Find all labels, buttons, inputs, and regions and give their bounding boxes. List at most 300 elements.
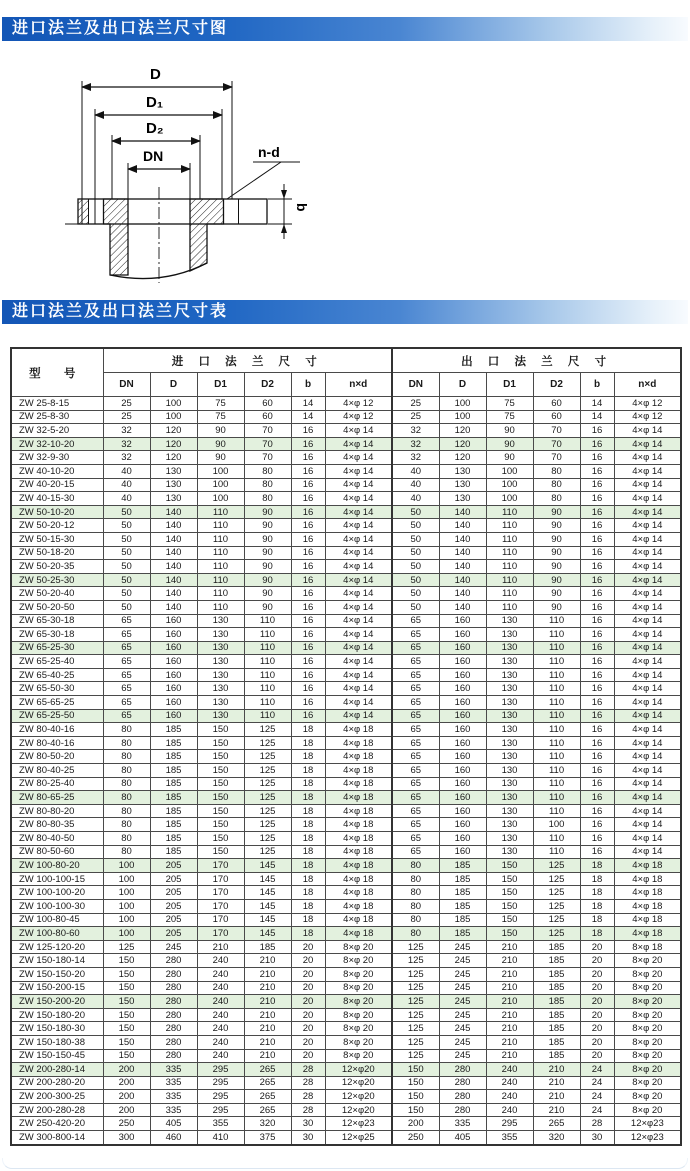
value-cell: 150	[197, 736, 244, 750]
value-cell: 125	[533, 859, 580, 873]
value-cell: 16	[580, 736, 614, 750]
model-cell: ZW 100-80-45	[11, 913, 103, 927]
value-cell: 200	[392, 1117, 439, 1131]
value-cell: 265	[244, 1103, 291, 1117]
value-cell: 90	[533, 560, 580, 574]
value-cell: 4×φ 14	[614, 804, 681, 818]
value-cell: 90	[533, 573, 580, 587]
value-cell: 245	[439, 954, 486, 968]
table-row	[11, 804, 681, 818]
table-row	[11, 1022, 681, 1036]
table-row	[11, 410, 681, 424]
value-cell: 125	[244, 764, 291, 778]
value-cell: 18	[291, 804, 325, 818]
value-cell: 125	[392, 981, 439, 995]
column-header-inlet-D: D	[150, 373, 197, 397]
value-cell: 40	[103, 478, 150, 492]
value-cell: 160	[150, 628, 197, 642]
value-cell: 150	[392, 1076, 439, 1090]
value-cell: 8×φ 20	[325, 981, 392, 995]
value-cell: 140	[439, 532, 486, 546]
value-cell: 8×φ 20	[614, 981, 681, 995]
model-cell: ZW 250-420-20	[11, 1117, 103, 1131]
value-cell: 12×φ20	[325, 1103, 392, 1117]
value-cell: 130	[486, 668, 533, 682]
value-cell: 20	[580, 940, 614, 954]
value-cell: 100	[197, 478, 244, 492]
value-cell: 110	[533, 723, 580, 737]
value-cell: 4×φ 14	[325, 492, 392, 506]
table-row	[11, 954, 681, 968]
value-cell: 8×φ 20	[325, 1008, 392, 1022]
value-cell: 4×φ 18	[325, 872, 392, 886]
value-cell: 90	[244, 600, 291, 614]
value-cell: 185	[439, 913, 486, 927]
value-cell: 150	[392, 1103, 439, 1117]
value-cell: 100	[103, 899, 150, 913]
model-cell: ZW 32-9-30	[11, 451, 103, 465]
value-cell: 28	[291, 1090, 325, 1104]
value-cell: 4×φ 14	[325, 709, 392, 723]
value-cell: 4×φ 18	[614, 872, 681, 886]
value-cell: 100	[103, 927, 150, 941]
value-cell: 90	[244, 560, 291, 574]
value-cell: 145	[244, 927, 291, 941]
table-row	[11, 1103, 681, 1117]
value-cell: 50	[103, 560, 150, 574]
value-cell: 4×φ 14	[614, 832, 681, 846]
value-cell: 12×φ20	[325, 1063, 392, 1077]
value-cell: 140	[150, 560, 197, 574]
value-cell: 12×φ23	[614, 1131, 681, 1145]
value-cell: 150	[197, 764, 244, 778]
table-section-title: 进口法兰及出口法兰尺寸表	[2, 300, 688, 324]
value-cell: 14	[580, 397, 614, 411]
value-cell: 240	[486, 1076, 533, 1090]
value-cell: 4×φ 12	[614, 410, 681, 424]
value-cell: 110	[533, 777, 580, 791]
value-cell: 140	[150, 600, 197, 614]
value-cell: 335	[150, 1076, 197, 1090]
value-cell: 4×φ 14	[325, 682, 392, 696]
value-cell: 280	[150, 995, 197, 1009]
value-cell: 110	[197, 505, 244, 519]
value-cell: 130	[197, 709, 244, 723]
value-cell: 16	[291, 532, 325, 546]
value-cell: 4×φ 18	[325, 750, 392, 764]
value-cell: 280	[439, 1076, 486, 1090]
value-cell: 335	[150, 1090, 197, 1104]
value-cell: 4×φ 14	[325, 519, 392, 533]
table-row	[11, 519, 681, 533]
value-cell: 18	[580, 927, 614, 941]
value-cell: 125	[533, 872, 580, 886]
model-cell: ZW 50-10-20	[11, 505, 103, 519]
dim-label-D1: D₁	[146, 94, 164, 111]
value-cell: 210	[486, 954, 533, 968]
dim-label-DN: DN	[143, 148, 164, 164]
value-cell: 16	[291, 614, 325, 628]
value-cell: 375	[244, 1131, 291, 1145]
value-cell: 30	[291, 1117, 325, 1131]
table-row	[11, 505, 681, 519]
value-cell: 130	[486, 791, 533, 805]
value-cell: 205	[150, 859, 197, 873]
table-row	[11, 1090, 681, 1104]
value-cell: 80	[392, 872, 439, 886]
value-cell: 295	[197, 1076, 244, 1090]
value-cell: 160	[150, 668, 197, 682]
value-cell: 16	[291, 560, 325, 574]
value-cell: 110	[197, 532, 244, 546]
value-cell: 150	[486, 899, 533, 913]
value-cell: 280	[150, 967, 197, 981]
value-cell: 16	[580, 709, 614, 723]
value-cell: 4×φ 14	[614, 505, 681, 519]
value-cell: 40	[392, 464, 439, 478]
value-cell: 16	[291, 641, 325, 655]
value-cell: 210	[486, 1049, 533, 1063]
value-cell: 280	[150, 954, 197, 968]
value-cell: 125	[533, 886, 580, 900]
value-cell: 100	[150, 410, 197, 424]
model-cell: ZW 80-50-20	[11, 750, 103, 764]
value-cell: 110	[533, 709, 580, 723]
value-cell: 60	[244, 397, 291, 411]
value-cell: 70	[244, 451, 291, 465]
value-cell: 130	[486, 682, 533, 696]
value-cell: 210	[486, 1022, 533, 1036]
model-cell: ZW 40-10-20	[11, 464, 103, 478]
model-cell: ZW 50-15-30	[11, 532, 103, 546]
value-cell: 65	[392, 723, 439, 737]
value-cell: 8×φ 20	[325, 954, 392, 968]
value-cell: 8×φ 20	[325, 967, 392, 981]
value-cell: 240	[197, 954, 244, 968]
column-header-outlet-b: b	[580, 373, 614, 397]
value-cell: 4×φ 18	[325, 818, 392, 832]
value-cell: 50	[392, 560, 439, 574]
value-cell: 4×φ 14	[325, 655, 392, 669]
value-cell: 140	[439, 519, 486, 533]
value-cell: 50	[103, 532, 150, 546]
value-cell: 18	[291, 859, 325, 873]
value-cell: 14	[291, 410, 325, 424]
model-cell: ZW 50-20-40	[11, 587, 103, 601]
value-cell: 245	[439, 1049, 486, 1063]
value-cell: 4×φ 18	[325, 832, 392, 846]
value-cell: 65	[392, 682, 439, 696]
value-cell: 4×φ 14	[614, 655, 681, 669]
value-cell: 100	[486, 478, 533, 492]
value-cell: 4×φ 14	[614, 682, 681, 696]
table-row	[11, 967, 681, 981]
model-cell: ZW 125-120-20	[11, 940, 103, 954]
value-cell: 20	[291, 940, 325, 954]
value-cell: 4×φ 14	[325, 600, 392, 614]
value-cell: 50	[392, 505, 439, 519]
value-cell: 90	[244, 573, 291, 587]
value-cell: 4×φ 14	[614, 818, 681, 832]
value-cell: 16	[291, 478, 325, 492]
value-cell: 18	[580, 913, 614, 927]
value-cell: 185	[439, 886, 486, 900]
value-cell: 160	[439, 668, 486, 682]
value-cell: 160	[439, 832, 486, 846]
value-cell: 185	[150, 791, 197, 805]
value-cell: 4×φ 14	[614, 736, 681, 750]
table-row	[11, 1131, 681, 1145]
value-cell: 70	[533, 424, 580, 438]
value-cell: 16	[580, 437, 614, 451]
table-row	[11, 777, 681, 791]
value-cell: 90	[244, 546, 291, 560]
model-cell: ZW 100-100-30	[11, 899, 103, 913]
value-cell: 210	[244, 954, 291, 968]
dim-label-b: b	[294, 203, 310, 212]
value-cell: 205	[150, 886, 197, 900]
model-cell: ZW 80-40-50	[11, 832, 103, 846]
value-cell: 110	[486, 600, 533, 614]
value-cell: 65	[103, 682, 150, 696]
value-cell: 160	[439, 614, 486, 628]
value-cell: 185	[533, 1008, 580, 1022]
value-cell: 100	[439, 410, 486, 424]
value-cell: 40	[392, 492, 439, 506]
value-cell: 170	[197, 927, 244, 941]
value-cell: 150	[103, 981, 150, 995]
value-cell: 130	[197, 682, 244, 696]
value-cell: 460	[150, 1131, 197, 1145]
value-cell: 4×φ 18	[325, 927, 392, 941]
value-cell: 210	[244, 981, 291, 995]
value-cell: 160	[439, 736, 486, 750]
value-cell: 25	[392, 397, 439, 411]
value-cell: 150	[392, 1090, 439, 1104]
value-cell: 4×φ 14	[325, 641, 392, 655]
value-cell: 185	[244, 940, 291, 954]
value-cell: 4×φ 18	[325, 845, 392, 859]
table-row	[11, 546, 681, 560]
value-cell: 160	[150, 682, 197, 696]
value-cell: 80	[103, 723, 150, 737]
value-cell: 65	[392, 655, 439, 669]
value-cell: 25	[392, 410, 439, 424]
value-cell: 4×φ 18	[325, 723, 392, 737]
outlet-group-header: 出 口 法 兰 尺 寸	[392, 348, 681, 373]
value-cell: 80	[103, 791, 150, 805]
value-cell: 16	[580, 818, 614, 832]
value-cell: 210	[486, 981, 533, 995]
value-cell: 16	[291, 492, 325, 506]
value-cell: 120	[150, 424, 197, 438]
value-cell: 16	[580, 682, 614, 696]
value-cell: 110	[197, 573, 244, 587]
value-cell: 145	[244, 886, 291, 900]
value-cell: 16	[580, 451, 614, 465]
value-cell: 150	[197, 750, 244, 764]
value-cell: 16	[580, 845, 614, 859]
column-header-outlet-DN: DN	[392, 373, 439, 397]
value-cell: 335	[439, 1117, 486, 1131]
value-cell: 265	[244, 1063, 291, 1077]
value-cell: 130	[150, 478, 197, 492]
value-cell: 210	[244, 967, 291, 981]
value-cell: 16	[580, 546, 614, 560]
value-cell: 240	[486, 1090, 533, 1104]
value-cell: 130	[439, 478, 486, 492]
value-cell: 130	[486, 696, 533, 710]
value-cell: 120	[439, 451, 486, 465]
value-cell: 110	[533, 804, 580, 818]
value-cell: 160	[439, 723, 486, 737]
value-cell: 65	[103, 641, 150, 655]
value-cell: 18	[291, 777, 325, 791]
value-cell: 4×φ 14	[325, 451, 392, 465]
value-cell: 16	[580, 532, 614, 546]
model-cell: ZW 50-20-50	[11, 600, 103, 614]
value-cell: 90	[244, 587, 291, 601]
value-cell: 280	[439, 1090, 486, 1104]
column-header-inlet-D2: D2	[244, 373, 291, 397]
value-cell: 280	[439, 1063, 486, 1077]
value-cell: 355	[486, 1131, 533, 1145]
value-cell: 210	[486, 967, 533, 981]
value-cell: 65	[392, 791, 439, 805]
value-cell: 160	[439, 791, 486, 805]
table-row	[11, 668, 681, 682]
value-cell: 20	[291, 1035, 325, 1049]
value-cell: 150	[197, 777, 244, 791]
value-cell: 185	[533, 967, 580, 981]
value-cell: 80	[244, 492, 291, 506]
value-cell: 185	[150, 736, 197, 750]
table-subheader-row	[11, 373, 681, 397]
value-cell: 20	[580, 1008, 614, 1022]
value-cell: 8×φ 20	[614, 1090, 681, 1104]
value-cell: 110	[533, 628, 580, 642]
table-row	[11, 886, 681, 900]
value-cell: 90	[533, 532, 580, 546]
value-cell: 120	[150, 451, 197, 465]
value-cell: 65	[392, 777, 439, 791]
value-cell: 125	[244, 736, 291, 750]
value-cell: 4×φ 14	[614, 573, 681, 587]
value-cell: 295	[486, 1117, 533, 1131]
value-cell: 130	[486, 709, 533, 723]
value-cell: 32	[392, 437, 439, 451]
value-cell: 65	[392, 628, 439, 642]
value-cell: 265	[244, 1090, 291, 1104]
model-cell: ZW 200-280-14	[11, 1063, 103, 1077]
value-cell: 150	[103, 1022, 150, 1036]
value-cell: 210	[533, 1076, 580, 1090]
model-cell: ZW 25-8-15	[11, 397, 103, 411]
value-cell: 18	[291, 886, 325, 900]
value-cell: 24	[580, 1063, 614, 1077]
value-cell: 4×φ 14	[614, 723, 681, 737]
model-cell: ZW 150-180-14	[11, 954, 103, 968]
value-cell: 90	[486, 424, 533, 438]
value-cell: 125	[244, 832, 291, 846]
value-cell: 265	[244, 1076, 291, 1090]
value-cell: 185	[150, 845, 197, 859]
model-cell: ZW 80-40-16	[11, 723, 103, 737]
value-cell: 12×φ25	[325, 1131, 392, 1145]
value-cell: 4×φ 14	[325, 560, 392, 574]
value-cell: 210	[533, 1090, 580, 1104]
model-cell: ZW 80-80-20	[11, 804, 103, 818]
value-cell: 16	[291, 668, 325, 682]
value-cell: 200	[103, 1103, 150, 1117]
value-cell: 130	[197, 628, 244, 642]
value-cell: 8×φ 20	[325, 1022, 392, 1036]
value-cell: 150	[197, 791, 244, 805]
value-cell: 170	[197, 859, 244, 873]
model-cell: ZW 80-40-16	[11, 736, 103, 750]
value-cell: 50	[392, 587, 439, 601]
value-cell: 20	[291, 995, 325, 1009]
value-cell: 75	[486, 397, 533, 411]
value-cell: 40	[103, 464, 150, 478]
value-cell: 20	[580, 981, 614, 995]
value-cell: 125	[244, 791, 291, 805]
table-row	[11, 478, 681, 492]
value-cell: 110	[244, 641, 291, 655]
column-header-inlet-DN: DN	[103, 373, 150, 397]
value-cell: 150	[103, 995, 150, 1009]
value-cell: 125	[533, 913, 580, 927]
value-cell: 25	[103, 397, 150, 411]
value-cell: 110	[244, 709, 291, 723]
value-cell: 14	[580, 410, 614, 424]
value-cell: 90	[197, 424, 244, 438]
value-cell: 65	[392, 668, 439, 682]
value-cell: 65	[392, 750, 439, 764]
value-cell: 65	[392, 614, 439, 628]
table-row	[11, 981, 681, 995]
value-cell: 28	[291, 1076, 325, 1090]
value-cell: 4×φ 14	[614, 641, 681, 655]
value-cell: 110	[197, 600, 244, 614]
value-cell: 280	[439, 1103, 486, 1117]
value-cell: 32	[392, 424, 439, 438]
value-cell: 100	[103, 872, 150, 886]
value-cell: 18	[291, 913, 325, 927]
value-cell: 16	[580, 464, 614, 478]
value-cell: 160	[439, 696, 486, 710]
value-cell: 100	[439, 397, 486, 411]
table-row	[11, 628, 681, 642]
value-cell: 65	[103, 668, 150, 682]
value-cell: 120	[439, 424, 486, 438]
value-cell: 8×φ 20	[325, 1035, 392, 1049]
dim-label-D2: D₂	[146, 120, 164, 137]
value-cell: 160	[150, 614, 197, 628]
model-cell: ZW 80-50-60	[11, 845, 103, 859]
value-cell: 185	[150, 723, 197, 737]
value-cell: 130	[197, 614, 244, 628]
value-cell: 130	[486, 723, 533, 737]
value-cell: 4×φ 14	[325, 668, 392, 682]
value-cell: 4×φ 18	[325, 886, 392, 900]
flange-dimension-table	[10, 347, 682, 1146]
value-cell: 28	[291, 1063, 325, 1077]
value-cell: 75	[197, 397, 244, 411]
value-cell: 185	[150, 764, 197, 778]
value-cell: 80	[533, 492, 580, 506]
value-cell: 20	[580, 995, 614, 1009]
